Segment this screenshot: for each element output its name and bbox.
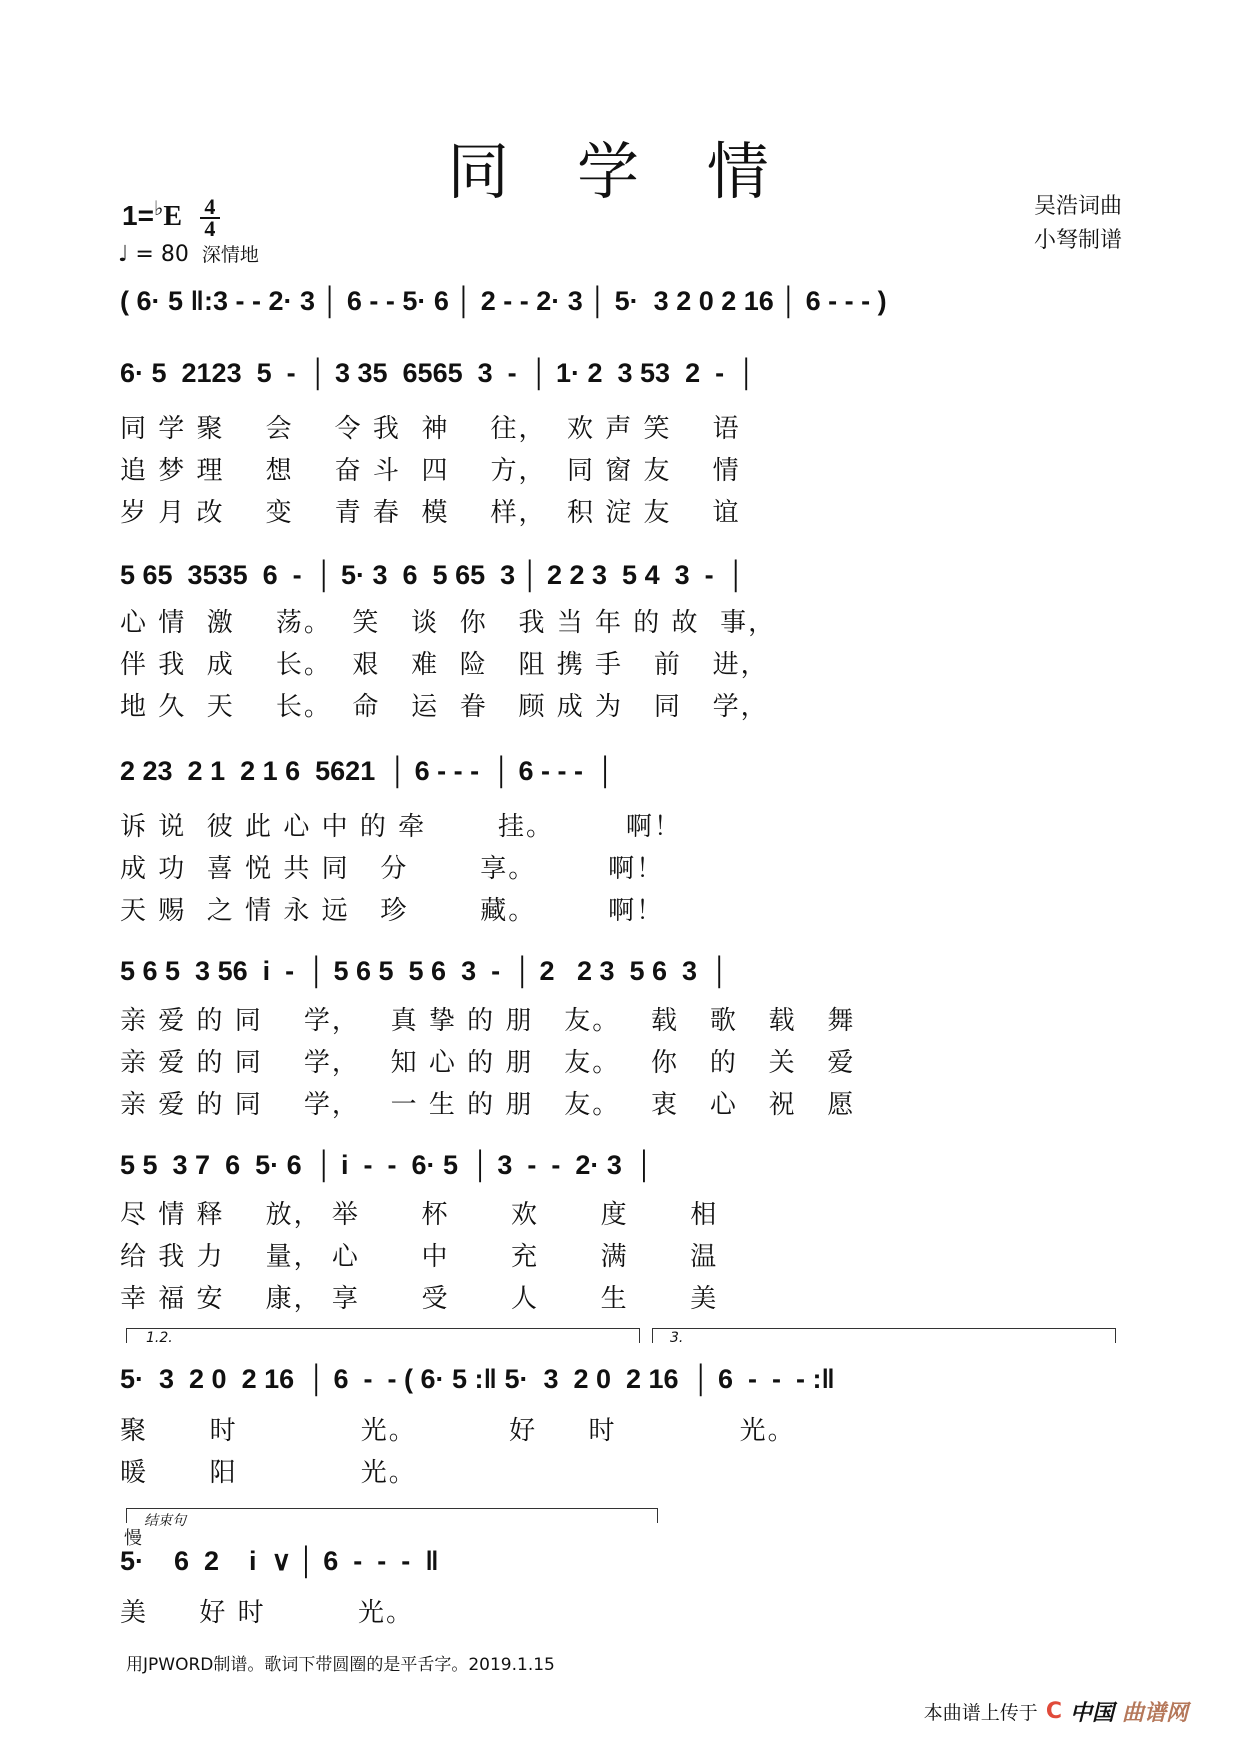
line1-lyric-verse3: 岁 月 改 变 青 春 模 样， 积 淀 友 谊 — [120, 498, 741, 528]
flat-icon: ♭ — [153, 198, 164, 220]
mood-marking: 深情地 — [201, 244, 259, 266]
line3-notes: 2 23 2 1 2 1 6 5621 │ 6 - - - │ 6 - - - │ — [120, 756, 615, 786]
line4-notes: 5 6 5 3 56 i - │ 5 6 5 5 6 3 - │ 2 2 3 5 6 3 │ — [120, 956, 729, 986]
line6-lyric-verse2: 暖 阳 光。 — [120, 1458, 417, 1488]
line4-lyric-verse1: 亲 爱 的 同 学， 真 挚 的 朋 友。 载 歌 载 舞 — [120, 1006, 856, 1036]
credits — [1034, 190, 1122, 258]
line5-lyric-verse1: 尽 情 释 放， 举 杯 欢 度 相 — [120, 1200, 719, 1230]
key-prefix: 1= — [122, 200, 154, 231]
coda-label: 结束句 — [144, 1513, 186, 1529]
time-signature — [200, 193, 220, 241]
time-bottom: 4 — [204, 215, 216, 241]
line6-notes: 5· 3 2 0 2 16 │ 6 - - ( 6· 5 :‖ 5· 3 2 0 2 16 │ 6 - - - :‖ — [120, 1364, 835, 1394]
line3-lyric-verse1: 诉 说 彼 此 心 中 的 牵 挂。 啊！ — [120, 812, 682, 842]
page-title: 同 学 情 — [447, 135, 793, 208]
key-note: E — [163, 201, 183, 232]
line3-lyric-verse3: 天 赐 之 情 永 远 珍 藏。 啊！ — [120, 896, 665, 926]
logo-mark-icon: C — [1045, 1699, 1062, 1724]
upload-prefix: 本曲谱上传于 — [923, 1702, 1038, 1724]
volta-1-label: 1.2. — [146, 1330, 173, 1346]
line5-lyric-verse3: 幸 福 安 康， 享 受 人 生 美 — [120, 1284, 719, 1314]
line1-lyric-verse2: 追 梦 理 想 奋 斗 四 方， 同 窗 友 情 — [120, 456, 741, 486]
tempo-slow-mark: 慢 — [124, 1528, 142, 1549]
line2-lyric-verse1: 心 情 激 荡。 笑 谈 你 我 当 年 的 故 事， — [120, 608, 777, 638]
line5-notes: 5 5 3 7 6 5· 6 │ i - - 6· 5 │ 3 - - 2· 3 │ — [120, 1150, 654, 1180]
line1-lyric-verse1: 同 学 聚 会 令 我 神 往， 欢 声 笑 语 — [120, 414, 741, 444]
line3-lyric-verse2: 成 功 喜 悦 共 同 分 享。 啊！ — [120, 854, 665, 884]
time-top: 4 — [204, 193, 216, 219]
line5-lyric-verse2: 给 我 力 量， 心 中 充 满 温 — [120, 1242, 719, 1272]
line2-notes: 5 65 3535 6 - │ 5· 3 6 5 65 3 │ 2 2 3 5 4 3 - │ — [120, 560, 746, 590]
line2-lyric-verse3: 地 久 天 长。 命 运 眷 顾 成 为 同 学， — [120, 692, 769, 722]
tempo-marking — [118, 240, 259, 267]
coda-bracket — [126, 1508, 658, 1523]
logo-china: 中国 — [1069, 1701, 1114, 1726]
volta-1-bracket — [126, 1328, 640, 1343]
footer-note: 用JPWORD制谱。歌词下带圆圈的是平舌字。2019.1.15 — [126, 1655, 555, 1675]
line4-lyric-verse2: 亲 爱 的 同 学， 知 心 的 朋 友。 你 的 关 爱 — [120, 1048, 856, 1078]
intro-notes: ( 6· 5 ‖:3 - - 2· 3 │ 6 - - 5· 6 │ 2 - - 2· 3 │ 5· 3 2 0 2 16 │ 6 - - - ) — [120, 286, 887, 316]
volta-2-bracket — [652, 1328, 1116, 1343]
logo-qupu: 曲谱网 — [1121, 1701, 1188, 1726]
line2-lyric-verse2: 伴 我 成 长。 艰 难 险 阻 携 手 前 进， — [120, 650, 769, 680]
coda-notes: 5· 6 2 i ∨ │ 6 - - - ‖ — [120, 1546, 439, 1576]
coda-lyric: 美 好 时 光。 — [120, 1598, 414, 1628]
line6-lyric-verse1: 聚 时 光。 好 时 光。 — [120, 1416, 796, 1446]
lyricist-composer: 吴浩词曲 — [1033, 194, 1122, 219]
quarter-note-icon: ♩ — [118, 242, 129, 267]
key-signature — [122, 193, 220, 241]
arranger: 小弩制谱 — [1033, 228, 1122, 253]
tempo-value: = 80 — [135, 242, 189, 267]
line4-lyric-verse3: 亲 爱 的 同 学， 一 生 的 朋 友。 衷 心 祝 愿 — [120, 1090, 856, 1120]
volta-2-label: 3. — [670, 1330, 684, 1346]
line1-notes: 6· 5 2123 5 - │ 3 35 6565 3 - │ 1· 2 3 53 2 - │ — [120, 358, 756, 388]
upload-credit — [924, 1696, 1188, 1727]
